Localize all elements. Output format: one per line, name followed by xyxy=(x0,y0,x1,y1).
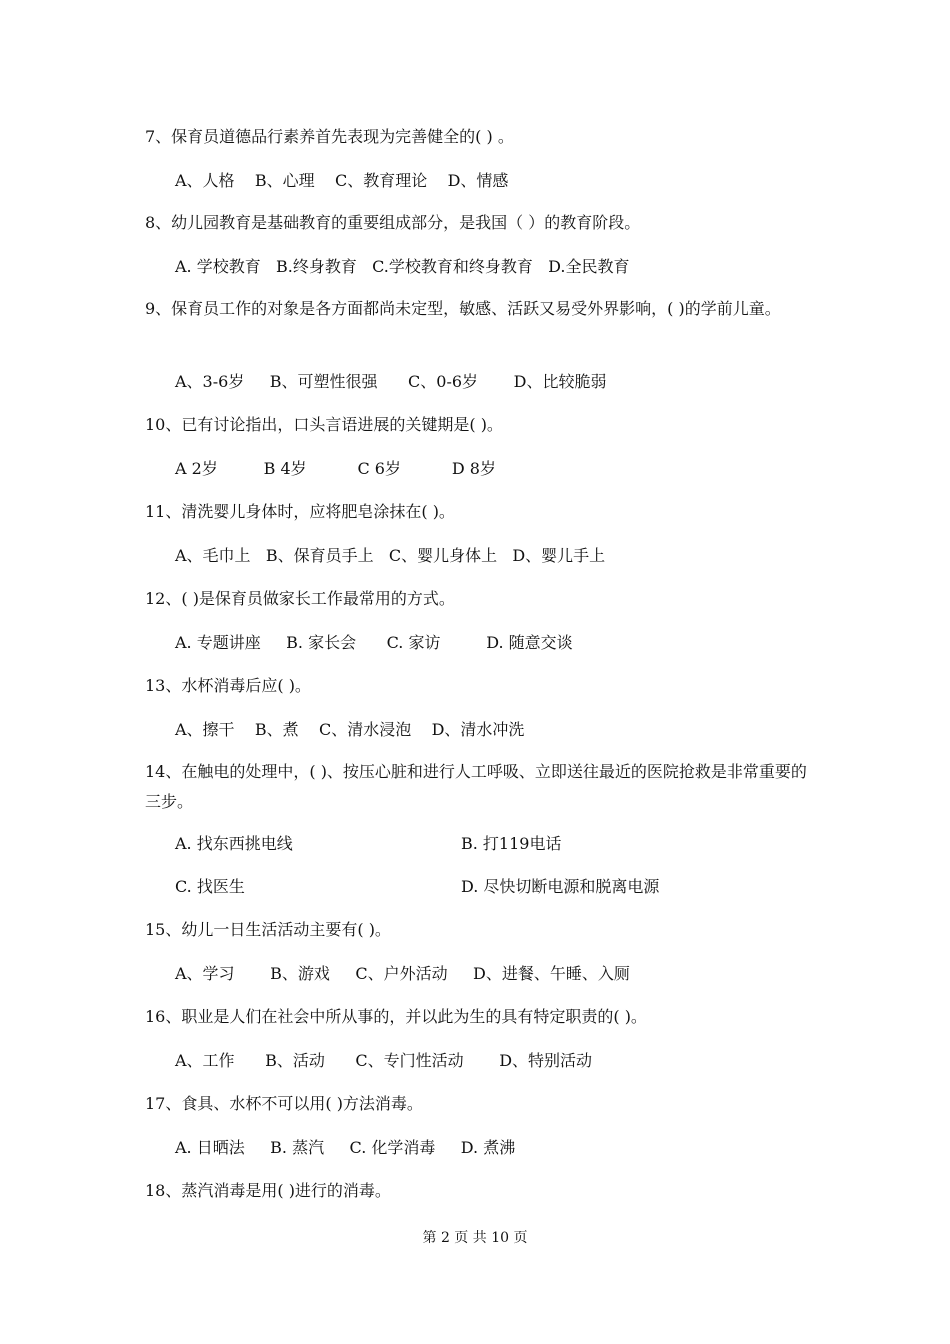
page-number: 第 2 页 共 10 页 xyxy=(422,1230,528,1246)
question-11-options: A、毛巾上 B、保育员手上 C、婴儿身体上 D、婴儿手上 xyxy=(175,546,606,565)
question-13-options: A、擦干 B、煮 C、清水浸泡 D、清水冲洗 xyxy=(175,720,525,739)
question-10: 10、已有讨论指出，口头言语进展的关键期是( )。 xyxy=(145,415,503,434)
question-10-options: A 2岁 B 4岁 C 6岁 D 8岁 xyxy=(175,459,496,478)
question-16-options: A、工作 B、活动 C、专门性活动 D、特别活动 xyxy=(175,1051,593,1070)
question-12: 12、( )是保育员做家长工作最常用的方式。 xyxy=(145,589,455,608)
question-14-option-a: A. 找东西挑电线 xyxy=(175,834,293,853)
question-17: 17、食具、水杯不可以用( )方法消毒。 xyxy=(145,1094,423,1113)
question-17-options: A. 日晒法 B. 蒸汽 C. 化学消毒 D. 煮沸 xyxy=(175,1138,516,1157)
question-13: 13、水杯消毒后应( )。 xyxy=(145,676,311,695)
question-9: 9、保育员工作的对象是各方面都尚未定型，敏感、活跃又易受外界影响，( )的学前儿童。 xyxy=(145,299,781,318)
question-14-option-d: D. 尽快切断电源和脱离电源 xyxy=(461,877,660,896)
question-8-options: A. 学校教育 B.终身教育 C.学校教育和终身教育 D.全民教育 xyxy=(175,257,630,276)
question-7-options: A、人格 B、心理 C、教育理论 D、情感 xyxy=(175,171,509,190)
question-8: 8、幼儿园教育是基础教育的重要组成部分，是我国（ ）的教育阶段。 xyxy=(145,213,641,232)
question-12-options: A. 专题讲座 B. 家长会 C. 家访 D. 随意交谈 xyxy=(175,633,573,652)
question-15-options: A、学习 B、游戏 C、户外活动 D、进餐、午睡、入厕 xyxy=(175,964,630,983)
question-14-option-b: B. 打119电话 xyxy=(461,834,562,853)
question-14: 14、在触电的处理中，( )、按压心脏和进行人工呼吸、立即送往最近的医院抢救是非常重要的三步。 xyxy=(145,762,807,811)
question-9-options: A、3-6岁 B、可塑性很强 C、0-6岁 D、比较脆弱 xyxy=(175,372,607,391)
question-15: 15、幼儿一日生活活动主要有( )。 xyxy=(145,920,391,939)
question-18: 18、蒸汽消毒是用( )进行的消毒。 xyxy=(145,1181,391,1200)
question-7: 7、保育员道德品行素养首先表现为完善健全的( ) 。 xyxy=(145,127,514,146)
question-16: 16、职业是人们在社会中所从事的，并以此为生的具有特定职责的( )。 xyxy=(145,1007,647,1026)
question-14-option-c: C. 找医生 xyxy=(175,877,245,896)
question-11: 11、清洗婴儿身体时，应将肥皂涂抹在( )。 xyxy=(145,502,455,521)
